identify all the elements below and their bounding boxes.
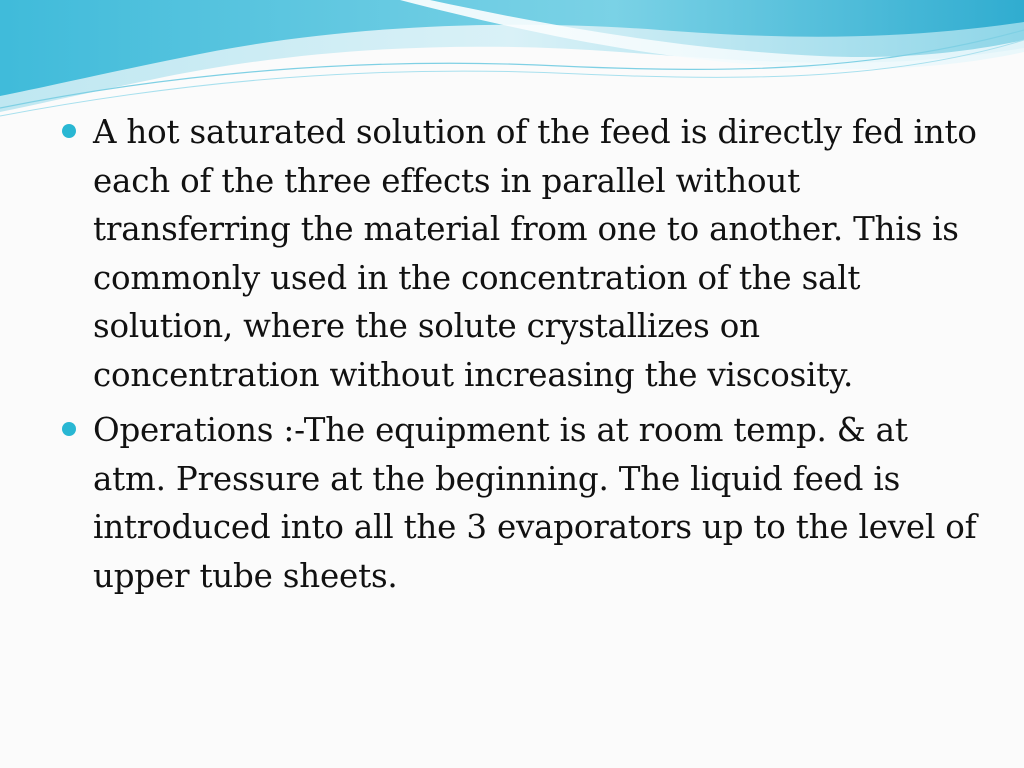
bullet-list (62, 108, 982, 600)
bullet-dot-icon (62, 422, 76, 436)
bullet-dot-icon (62, 124, 76, 138)
bullet-item (62, 406, 982, 600)
content-area (62, 108, 982, 607)
bullet-item (62, 108, 982, 399)
bullet-text: A hot saturated solution of the feed is directly fed into each of the three effects in parallel without transferring the material from one to another. This is commonly used in the concentration of the salt solution, where the solute crystallizes on concentration without increasing the viscosity. (93, 113, 977, 394)
bullet-text: Operations :-The equipment is at room temp. & at atm. Pressure at the beginning. The liquid feed is introduced into all the 3 evaporators up to the level of upper tube sheets. (93, 411, 977, 595)
